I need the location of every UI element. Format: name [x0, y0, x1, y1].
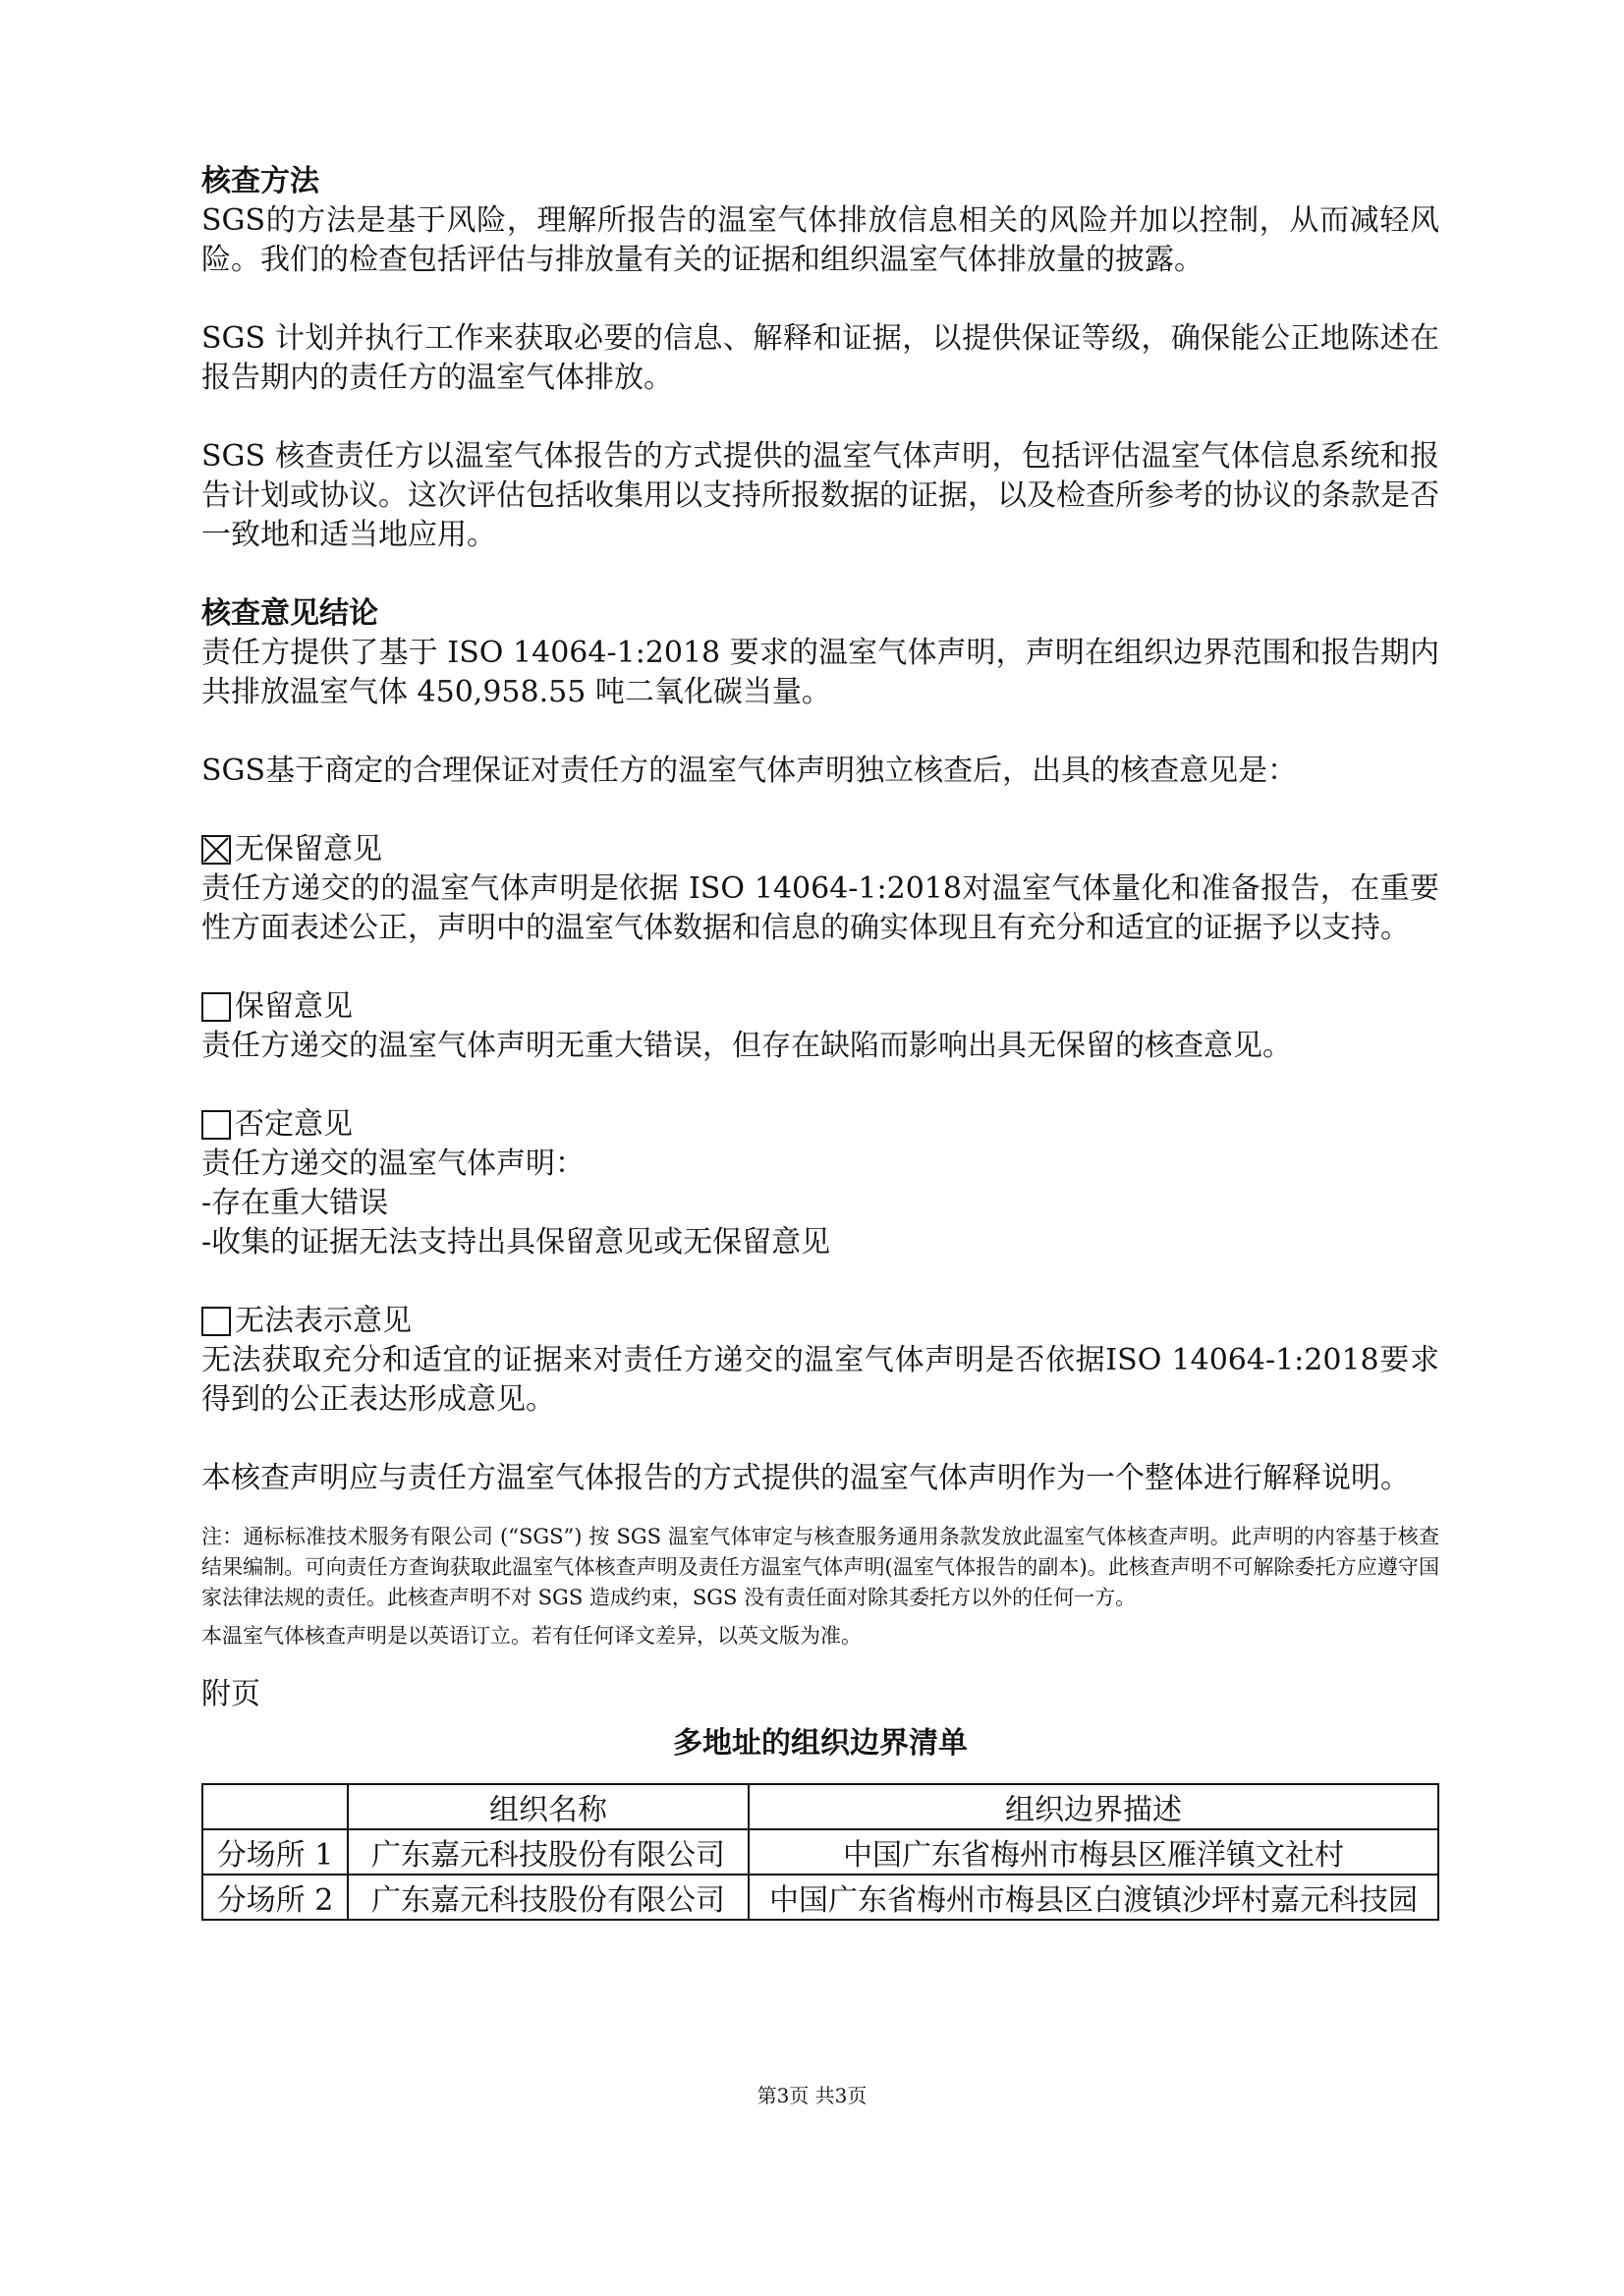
opinion-option-qualified: [201, 987, 1439, 1066]
table-header-cell: 组织边界描述: [749, 1784, 1438, 1829]
opinion-option-disclaimer: [201, 1302, 1439, 1420]
table-row: [202, 1829, 1438, 1875]
conclusion-paragraph-2: SGS基于商定的合理保证对责任方的温室气体声明独立核查后，出具的核查意见是：: [201, 754, 1298, 788]
option-description-item: -收集的证据无法支持出具保留意见或无保留意见: [201, 1225, 831, 1260]
option-label: 否定意见: [235, 1107, 353, 1142]
option-label: 无法表示意见: [235, 1304, 412, 1338]
closing-statement: 本核查声明应与责任方温室气体报告的方式提供的温室气体声明作为一个整体进行解释说明。: [201, 1461, 1410, 1495]
table-cell: 中国广东省梅州市梅县区雁洋镇文社村: [749, 1829, 1438, 1875]
table-cell: 广东嘉元科技股份有限公司: [348, 1875, 749, 1920]
table-header-cell: 组织名称: [348, 1784, 749, 1829]
method-paragraph-3: SGS 核查责任方以温室气体报告的方式提供的温室气体声明，包括评估温室气体信息系统和报告计划或协议。这次评估包括收集用以支持所报数据的证据，以及检查所参考的协议的条款是否一致地和适当地应用。: [201, 439, 1439, 552]
method-paragraph-1: SGS的方法是基于风险，理解所报告的温室气体排放信息相关的风险并加以控制，从而减轻风险。我们的检查包括评估与排放量有关的证据和组织温室气体排放量的披露。: [201, 203, 1439, 277]
organization-boundary-table: [201, 1783, 1439, 1921]
language-note: 本温室气体核查声明是以英语订立。若有任何译文差异，以英文版为准。: [201, 1624, 862, 1648]
conclusion-heading: 核查意见结论: [201, 596, 378, 631]
method-heading: 核查方法: [201, 164, 319, 198]
note-paragraph: 注：通标标准技术服务有限公司 (“SGS”) 按 SGS 温室气体审定与核查服务通用条款发放此温室气体核查声明。此声明的内容基于核查结果编制。可向责任方查询获取此温室气体核查声明及责任方温室气体声明(温室气体报告的副本)。此核查声明不可解除委托方应遵守国家法律法规的责任。此核查声明不对 SGS 造成约束，SGS 没有责任面对除其委托方以外的任何一方。: [201, 1525, 1439, 1609]
unchecked-box-icon: [201, 992, 231, 1022]
table-row: [202, 1875, 1438, 1920]
option-description: 责任方递交的的温室气体声明是依据 ISO 14064-1:2018对温室气体量化和准备报告，在重要性方面表述公正，声明中的温室气体数据和信息的确实体现且有充分和适宜的证据予以支持。: [201, 871, 1439, 945]
checked-box-icon: [201, 835, 231, 865]
table-cell: 分场所 1: [202, 1829, 348, 1875]
opinion-option-unqualified: [201, 830, 1439, 948]
option-description: 责任方递交的温室气体声明：: [201, 1147, 585, 1181]
option-label: 无保留意见: [235, 832, 382, 867]
document-page: [201, 162, 1439, 1921]
page-footer: 第3页 共3页: [756, 2084, 868, 2107]
option-label: 保留意见: [235, 989, 353, 1024]
option-description: 无法获取充分和适宜的证据来对责任方递交的温室气体声明是否依据ISO 14064-1:2018要求得到的公正表达形成意见。: [201, 1343, 1439, 1417]
table-cell: 中国广东省梅州市梅县区白渡镇沙坪村嘉元科技园: [749, 1875, 1438, 1920]
opinion-option-adverse: [201, 1105, 1439, 1262]
method-paragraph-2: SGS 计划并执行工作来获取必要的信息、解释和证据，以提供保证等级，确保能公正地陈述在报告期内的责任方的温室气体排放。: [201, 321, 1439, 395]
appendix-title: 多地址的组织边界清单: [673, 1726, 968, 1761]
table-header-cell: [202, 1784, 348, 1829]
table-cell: 分场所 2: [202, 1875, 348, 1920]
option-description-item: -存在重大错误: [201, 1186, 389, 1220]
unchecked-box-icon: [201, 1110, 231, 1140]
table-cell: 广东嘉元科技股份有限公司: [348, 1829, 749, 1875]
unchecked-box-icon: [201, 1307, 231, 1336]
conclusion-paragraph-1: 责任方提供了基于 ISO 14064-1:2018 要求的温室气体声明，声明在组织边界范围和报告期内共排放温室气体 450,958.55 吨二氧化碳当量。: [201, 636, 1439, 709]
option-description: 责任方递交的温室气体声明无重大错误，但存在缺陷而影响出具无保留的核查意见。: [201, 1029, 1292, 1063]
appendix-label: 附页: [201, 1677, 260, 1711]
table-header-row: [202, 1784, 1438, 1829]
